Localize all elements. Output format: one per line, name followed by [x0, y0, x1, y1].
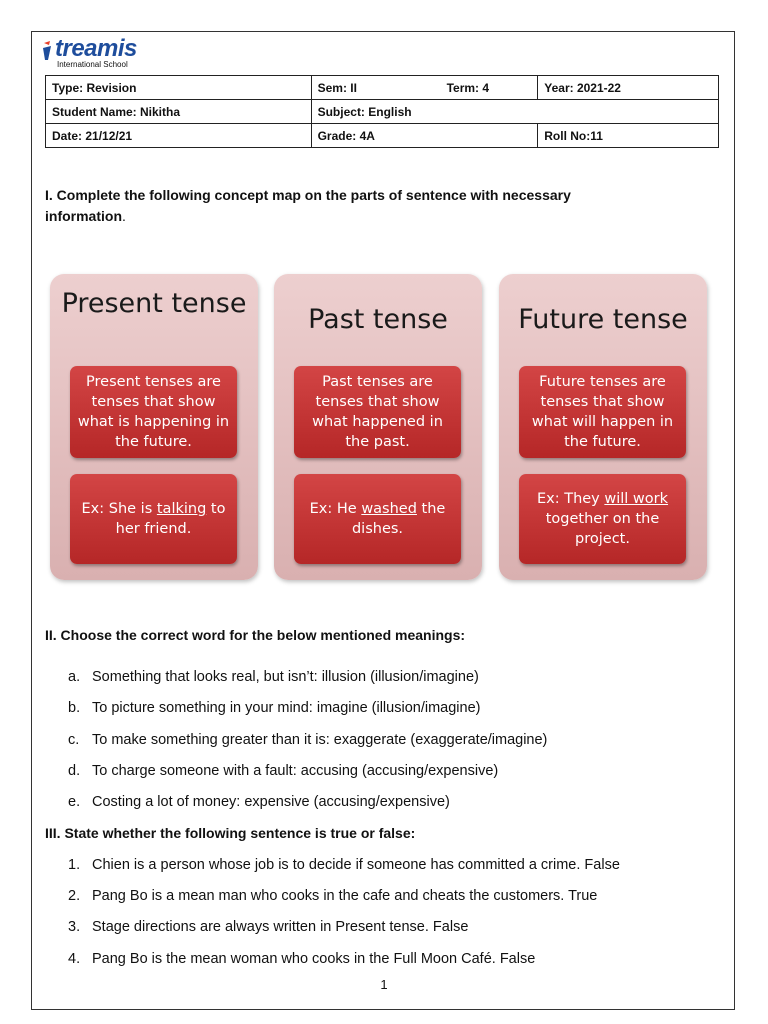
info-table — [45, 75, 719, 148]
sem-term-cell — [311, 76, 538, 100]
list-marker: b. — [68, 700, 81, 716]
list-item — [68, 794, 450, 810]
list-marker: a. — [68, 669, 81, 685]
past-example-verb: washed — [361, 501, 417, 517]
section-3-heading: III. State whether the following sentence is true or false: — [45, 825, 416, 841]
present-tense-example — [70, 474, 237, 564]
future-tense-title: Future tense — [518, 304, 688, 335]
list-marker: 3. — [68, 919, 81, 935]
section-1-heading — [45, 185, 695, 227]
list-item — [68, 700, 480, 716]
present-tense-definition: Present tenses are tenses that show what is happening in the future. — [70, 366, 237, 458]
sem-value: Sem: II — [317, 80, 357, 95]
list-text: To make something greater than it is: exaggerate (exaggerate/imagine) — [92, 732, 548, 748]
list-item — [68, 763, 498, 779]
list-marker: e. — [68, 794, 81, 810]
list-text: To charge someone with a fault: accusing (accusing/expensive) — [92, 763, 499, 779]
type-cell: Type: Revision — [46, 76, 312, 100]
list-item — [68, 857, 620, 873]
page-number: 1 — [380, 977, 388, 992]
past-tense-title: Past tense — [308, 304, 448, 335]
list-text: Stage directions are always written in Present tense. False — [92, 919, 469, 935]
date-cell: Date: 21/12/21 — [46, 124, 312, 148]
present-tense-title: Present tense — [61, 288, 247, 319]
future-tense-example — [519, 474, 686, 564]
present-example-suffix: to her friend. — [115, 501, 226, 537]
list-marker: d. — [68, 763, 81, 779]
past-tense-definition: Past tenses are tenses that show what happened in the past. — [294, 366, 461, 458]
list-text: Costing a lot of money: expensive (accusing/expensive) — [92, 794, 450, 810]
list-text: Pang Bo is a mean man who cooks in the cafe and cheats the customers. True — [92, 888, 598, 904]
list-item — [68, 919, 468, 935]
list-text: To picture something in your mind: imagine (illusion/imagine) — [92, 700, 481, 716]
section-1-heading-line2: information — [45, 208, 122, 224]
list-text: Chien is a person whose job is to decide if someone has committed a crime. False — [92, 857, 620, 873]
logo-text: treamis — [55, 35, 137, 62]
grade-cell: Grade: 4A — [311, 124, 538, 148]
list-marker: 1. — [68, 857, 81, 873]
present-example-verb: talking — [156, 501, 207, 517]
year-cell: Year: 2021-22 — [538, 76, 719, 100]
section-2-heading: II. Choose the correct word for the below mentioned meanings: — [45, 627, 466, 643]
section-1-heading-line1: I. Complete the following concept map on the parts of sentence with necessary — [45, 187, 571, 203]
list-text: Pang Bo is the mean woman who cooks in the Full Moon Café. False — [92, 951, 536, 967]
list-marker: 4. — [68, 951, 81, 967]
student-name-cell: Student Name: Nikitha — [46, 100, 312, 124]
future-example-suffix: together on the project. — [545, 511, 660, 547]
past-tense-example — [294, 474, 461, 564]
section-1-heading-end: . — [122, 208, 126, 224]
roll-no-cell: Roll No:11 — [538, 124, 719, 148]
list-item — [68, 669, 479, 685]
list-marker: 2. — [68, 888, 81, 904]
past-example-suffix: the dishes. — [351, 501, 446, 537]
list-text: Something that looks real, but isn’t: illusion (illusion/imagine) — [92, 669, 479, 685]
present-example-prefix: Ex: She is — [81, 501, 157, 517]
list-item — [68, 951, 535, 967]
future-example-verb: will work — [604, 491, 669, 507]
logo-subtitle: International School — [57, 60, 128, 69]
school-logo — [42, 37, 142, 71]
logo-mark-icon — [42, 39, 56, 61]
future-tense-definition: Future tenses are tenses that show what will happen in the future. — [519, 366, 686, 458]
future-example-prefix: Ex: They — [536, 491, 605, 507]
list-item — [68, 732, 547, 748]
future-tense-card — [499, 274, 707, 580]
past-example-prefix: Ex: He — [309, 501, 362, 517]
list-item — [68, 888, 597, 904]
term-value: Term: 4 — [446, 80, 490, 95]
past-tense-card — [274, 274, 482, 580]
list-marker: c. — [68, 732, 80, 748]
subject-cell: Subject: English — [311, 100, 718, 124]
present-tense-card — [50, 274, 258, 580]
